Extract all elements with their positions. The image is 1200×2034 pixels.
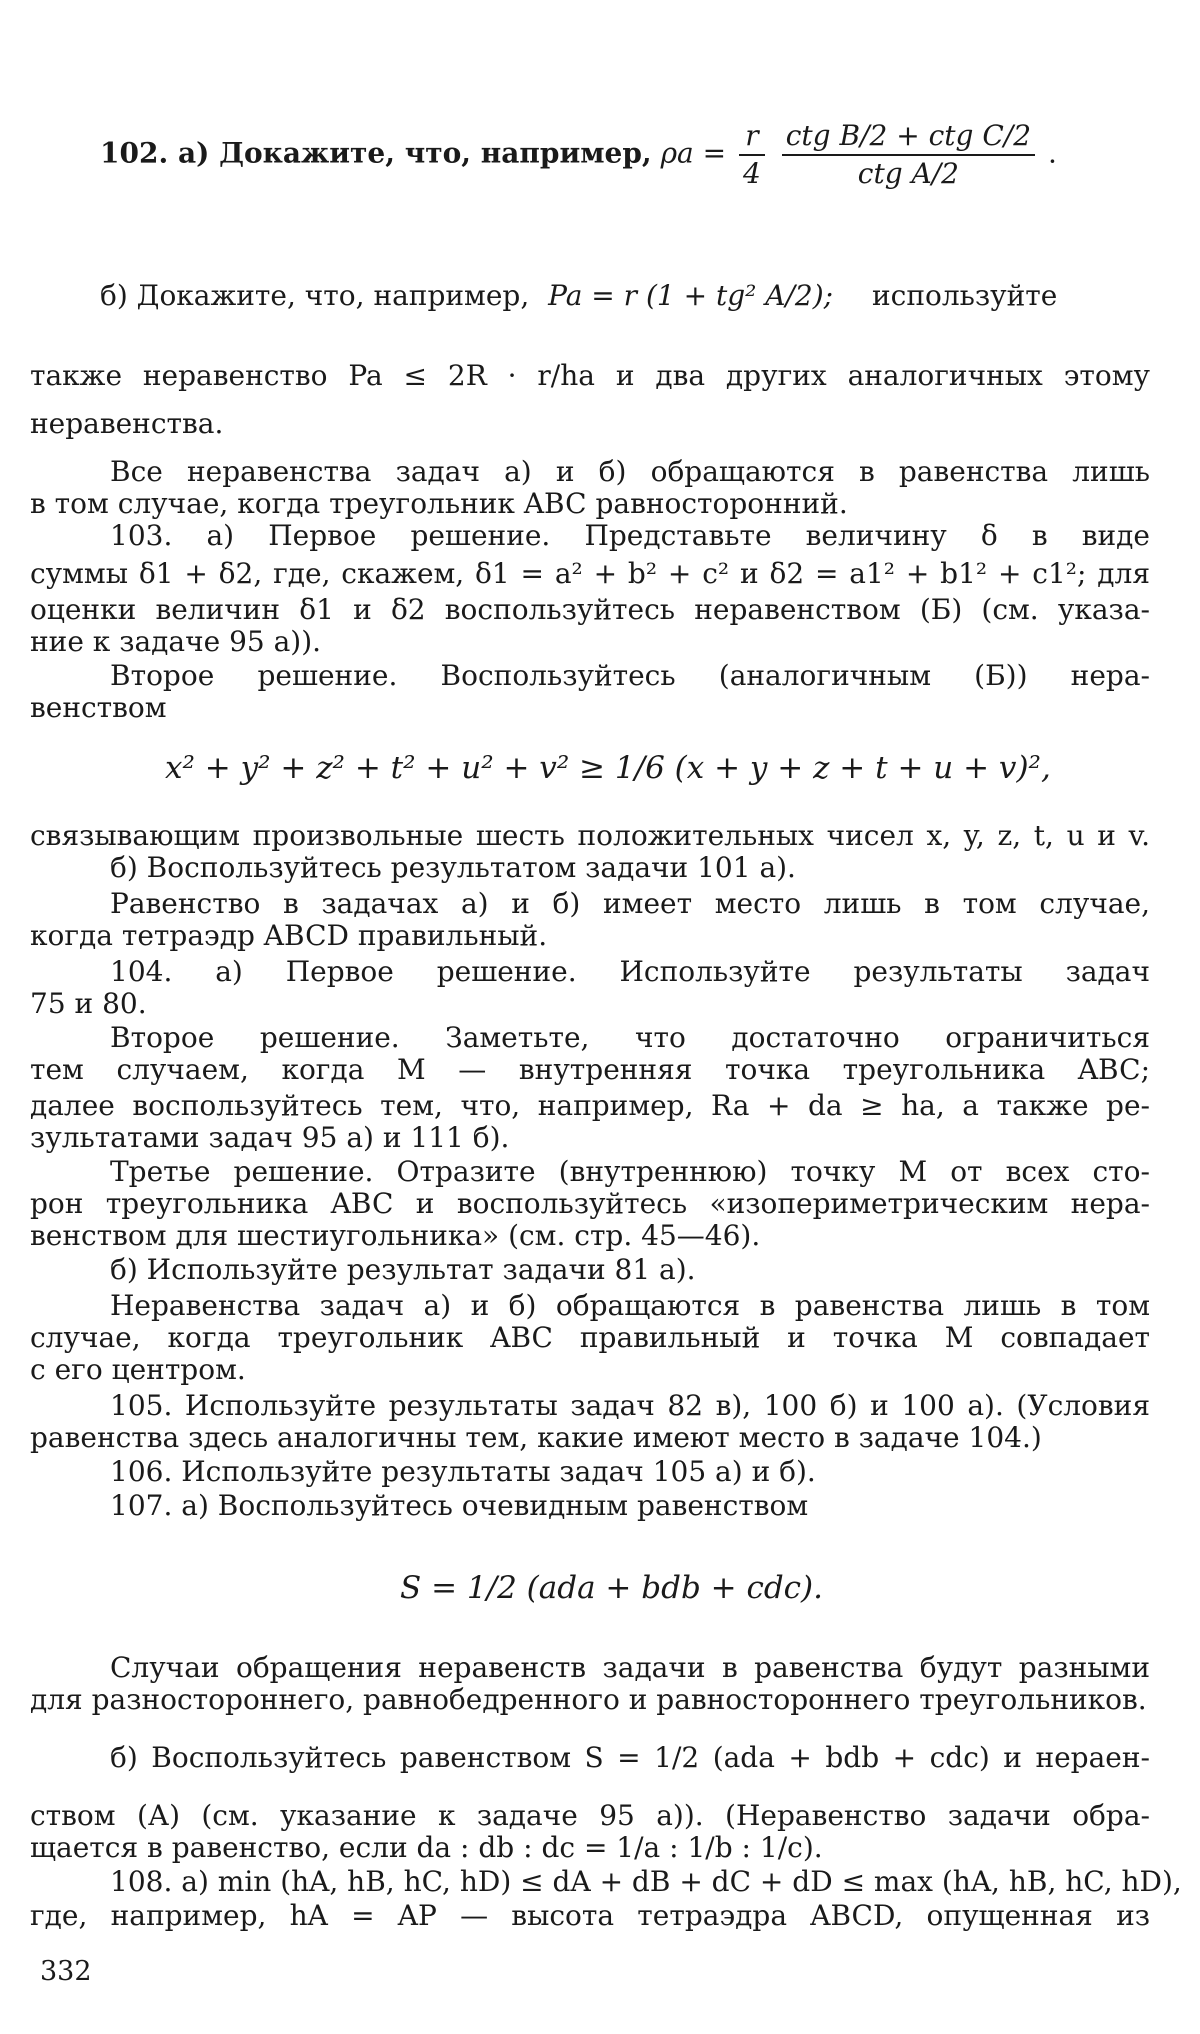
text-line: Второе решение. Воспользуйтесь (аналогичным (Б)) нера- xyxy=(110,659,1150,692)
text-line: б) Используйте результат задачи 81 а). xyxy=(110,1253,696,1286)
line-102b-3: неравенства. xyxy=(30,407,224,440)
formula-107: S = 1/2 (ada + bdb + cdc). xyxy=(400,1570,823,1606)
text-line: связывающим произвольные шесть положительных чисел x, y, z, t, u и v. xyxy=(30,819,1150,852)
text-line: случае, когда треугольник ABC правильный и точка M совпадает xyxy=(30,1321,1150,1354)
text-line: б) Воспользуйтесь результатом задачи 101 а). xyxy=(110,851,796,884)
formula-103: x² + y² + z² + t² + u² + v² ≥ 1/6 (x + y + z + t + u + v)², xyxy=(165,750,1051,786)
text-line: венством xyxy=(30,691,167,724)
text-line: с его центром. xyxy=(30,1353,246,1386)
text-line: зультатами задач 95 а) и 111 б). xyxy=(30,1121,510,1154)
text-line: ством (А) (см. указание к задаче 95 а)). (Неравенство задачи обра- xyxy=(30,1799,1150,1832)
text-line: тем случаем, когда M — внутренняя точка треугольника ABC; xyxy=(30,1053,1150,1086)
text-line: венством для шестиугольника» (см. стр. 45—46). xyxy=(30,1219,761,1252)
text-line: когда тетраэдр ABCD правильный. xyxy=(30,919,548,952)
text-line: для разностороннего, равнобедренного и равностороннего треугольников. xyxy=(30,1683,1147,1716)
text-line: Равенство в задачах а) и б) имеет место лишь в том случае, xyxy=(110,887,1150,920)
text-line: в том случае, когда треугольник ABC равносторонний. xyxy=(30,487,848,520)
problem-102b-text: б) Докажите, что, например, Pa = r (1 + tg² A/2); используйте xyxy=(100,279,1058,312)
text-line: 104. а) Первое решение. Используйте результаты задач xyxy=(110,955,1150,988)
text-line: б) Воспользуйтесь равенством S = 1/2 (ada + bdb + cdc) и нераен- xyxy=(110,1741,1150,1774)
text-line: ние к задаче 95 а)). xyxy=(30,625,322,658)
line-102b-2: также неравенство Pa ≤ 2R · r/ha и два других аналогичных этому xyxy=(30,359,1150,392)
text-line: щается в равенство, если da : db : dc = 1/a : 1/b : 1/c). xyxy=(30,1831,823,1864)
text-line: рон треугольника ABC и воспользуйтесь «изопериметрическим нера- xyxy=(30,1187,1150,1220)
text-line: 108. а) min (hA, hB, hC, hD) ≤ dA + dB + dC + dD ≤ max (hA, hB, hC, hD), xyxy=(110,1865,1182,1898)
text-line: 103. а) Первое решение. Представьте величину δ в виде xyxy=(110,519,1150,552)
text-line: Все неравенства задач а) и б) обращаются в равенства лишь xyxy=(110,455,1150,488)
fraction-r-4: $\frac{r}{4}$ xyxy=(739,118,765,192)
text-line: равенства здесь аналогичны тем, какие имеют место в задаче 104.) xyxy=(30,1421,1042,1454)
text-line: Неравенства задач а) и б) обращаются в равенства лишь в том xyxy=(110,1289,1150,1322)
text-line: далее воспользуйтесь тем, что, например, Ra + da ≥ ha, а также ре- xyxy=(30,1089,1150,1122)
text-line: оценки величин δ1 и δ2 воспользуйтесь неравенством (Б) (см. указа- xyxy=(30,593,1150,626)
text-line: 75 и 80. xyxy=(30,987,147,1020)
text-line: Третье решение. Отразите (внутреннюю) точку M от всех сто- xyxy=(110,1155,1150,1188)
page-number: 332 xyxy=(40,1956,92,1987)
text-line: 106. Используйте результаты задач 105 а) и б). xyxy=(110,1455,816,1488)
problem-102a-text: 102. а) Докажите, что, например, ρa = $\frac{r}{4}$ $\frac{\text{ctg B/2 + ctg C/2}}{\text{ctg A/2}}$ . xyxy=(100,119,1057,190)
fraction-ctg: $\frac{\text{ctg B/2 + ctg C/2}}{\text{ctg A/2}}$ xyxy=(782,118,1035,192)
text-line: где, например, hA = AP — высота тетраэдра ABCD, опущенная из xyxy=(30,1899,1150,1932)
text-line: суммы δ1 + δ2, где, скажем, δ1 = a² + b² + c² и δ2 = a1² + b1² + c1²; для xyxy=(30,557,1150,590)
text-line: 107. а) Воспользуйтесь очевидным равенством xyxy=(110,1489,809,1522)
text-line: Второе решение. Заметьте, что достаточно ограничиться xyxy=(110,1021,1150,1054)
text-line: 105. Используйте результаты задач 82 в), 100 б) и 100 а). (Условия xyxy=(110,1389,1150,1422)
text-line: Случаи обращения неравенств задачи в равенства будут разными xyxy=(110,1651,1150,1684)
